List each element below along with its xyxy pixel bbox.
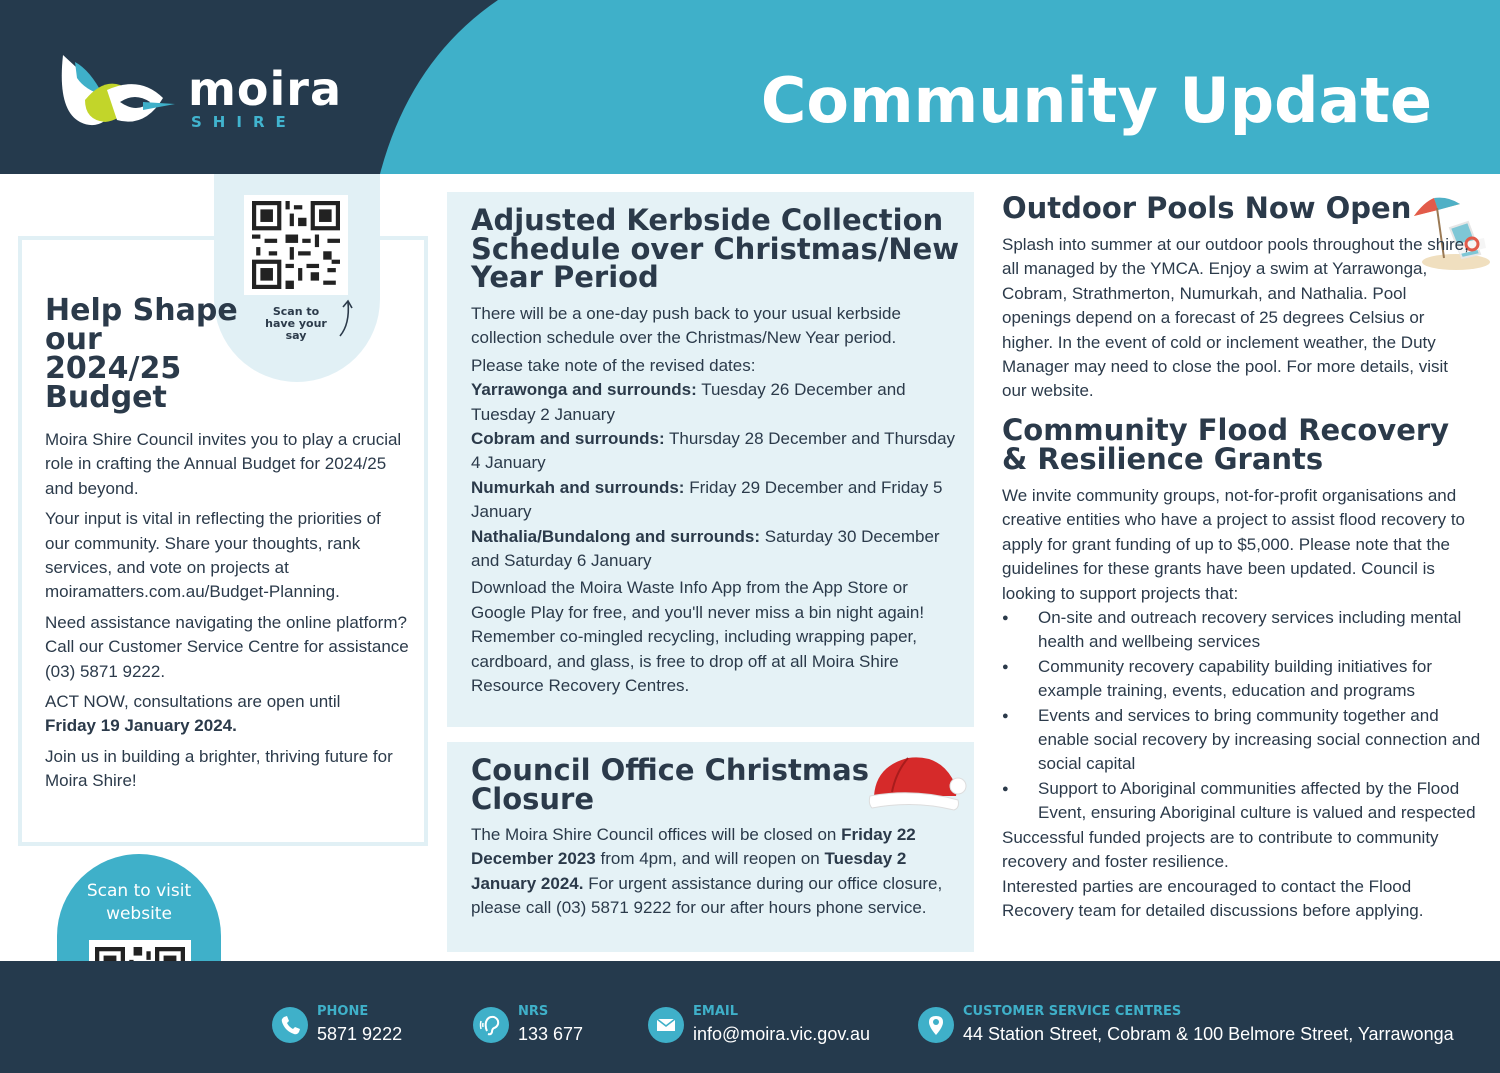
kerbside-intro: There will be a one-day push back to your usual kerbside collection schedule over the Christmas/New Year period. xyxy=(471,304,901,348)
list-item: ● Support to Aboriginal communities affected by the Flood Event, ensuring Aboriginal culture is valued and respected xyxy=(1002,777,1482,826)
closure-text: For urgent assistance during our office closure, please call (03) 5871 9222 for our after hours phone service. xyxy=(471,873,943,918)
closure-body xyxy=(471,823,951,921)
logo-wordmark: moira xyxy=(188,62,343,116)
page-title: Community Update xyxy=(760,64,1432,137)
kerbside-body xyxy=(471,302,961,702)
flood-body xyxy=(1002,484,1482,923)
qr-code-icon xyxy=(250,201,342,289)
email-label: EMAIL xyxy=(693,1004,738,1019)
kerbside-area: Cobram and surrounds: xyxy=(471,429,665,449)
pools-body: Splash into summer at our outdoor pools throughout the shire, all managed by the YMCA. Enjoy a swim at Yarrawonga, Cobram, Strathmerton, Numurkah, and Nathalia. Pool openings depend on a forecast of 25 degrees Celsius or higher. In the event of cold or inclement weather, the Duty Manager may need to close the pool. For more details, visit our website. xyxy=(1002,235,1469,401)
deadline-date: Friday 19 January 2024. xyxy=(45,716,237,736)
location-pin-icon xyxy=(918,1007,954,1043)
list-item: ● Community recovery capability building initiatives for example training, events, education and programs xyxy=(1002,655,1482,704)
nrs-label: NRS xyxy=(518,1004,549,1019)
list-item: ● On-site and outreach recovery services including mental health and wellbeing services xyxy=(1002,606,1482,655)
reopen-date: Tuesday 2 January 2024. xyxy=(471,849,907,893)
kerbside-dates: Tuesday 26 December and Tuesday 2 January xyxy=(471,380,906,424)
centres-value[interactable]: 44 Station Street, Cobram & 100 Belmore Street, Yarrawonga xyxy=(963,1024,1454,1044)
kerbside-dates: Thursday 28 December and Thursday 4 January xyxy=(471,429,956,473)
kerbside-date-row xyxy=(471,476,961,525)
flood-heading: Community Flood Recovery & Resilience Grants xyxy=(1002,413,1450,476)
budget-paragraph: Your input is vital in reflecting the priorities of our community. Share your thoughts, rank services, and vote on projects at moiramatters.com.au/Budget-Planning. xyxy=(45,509,381,602)
centres-label: CUSTOMER SERVICE CENTRES xyxy=(963,1004,1182,1019)
kerbside-date-row xyxy=(471,427,961,476)
flood-intro: We invite community groups, not-for-profit organisations and creative entities who have a project to assist flood recovery to apply for grant funding of up to $5,000. Please note that the guidelines for these grants have been updated. Council is looking to support projects that: xyxy=(1002,486,1466,603)
closure-date: Friday 22 December 2023 xyxy=(471,825,916,869)
scan-to-have-your-say-label: Scan to have your say xyxy=(265,305,327,342)
budget-paragraph: Join us in building a brighter, thriving future for Moira Shire! xyxy=(45,746,393,791)
kerbside-dates: Saturday 30 December and Saturday 6 January xyxy=(471,526,940,571)
flood-outro: Successful funded projects are to contribute to community recovery and foster resilience. xyxy=(1002,827,1439,872)
budget-qr-code[interactable] xyxy=(244,195,348,295)
pools-heading: Outdoor Pools Now Open xyxy=(1002,191,1412,225)
budget-heading: Help Shape our 2024/25 Budget xyxy=(45,293,238,415)
kerbside-heading: Adjusted Kerbside Collection Schedule over Christmas/New Year Period xyxy=(471,203,960,294)
logo-subtitle: SHIRE xyxy=(191,113,297,131)
budget-paragraph: Moira Shire Council invites you to play a crucial role in crafting the Annual Budget for 2024/25 and beyond. xyxy=(45,430,402,498)
phone-icon xyxy=(272,1007,308,1043)
email-value[interactable]: info@moira.vic.gov.au xyxy=(693,1024,871,1044)
closure-heading: Council Office Christmas Closure xyxy=(471,753,869,816)
hearing-icon xyxy=(473,1007,509,1043)
kerbside-app-note: Download the Moira Waste Info App from the App Store or Google Play for free, and you'll never miss a bin night again! xyxy=(471,578,925,622)
kerbside-recycling-note: Remember co-mingled recycling, including wrapping paper, cardboard, and glass, is free to drop off at all Moira Shire Resource Recovery Centres. xyxy=(471,627,918,696)
deadline-lead: ACT NOW, consultations are open until xyxy=(45,692,341,712)
kerbside-date-row xyxy=(471,525,961,574)
budget-paragraph: Need assistance navigating the online platform? Call our Customer Service Centre for assistance (03) 5871 9222. xyxy=(45,612,409,681)
scan-website-label: Scan to visit website xyxy=(86,881,192,924)
email-icon xyxy=(648,1007,684,1043)
kerbside-dates: Friday 29 December and Friday 5 January xyxy=(471,477,943,522)
flood-criteria-list xyxy=(1002,606,1482,826)
flood-outro: Interested parties are encouraged to contact the Flood Recovery team for detailed discussions before applying. xyxy=(1002,876,1424,920)
budget-deadline xyxy=(45,690,410,739)
kerbside-note: Please take note of the revised dates: xyxy=(471,355,756,375)
footer-bar xyxy=(0,961,1500,1073)
budget-body xyxy=(45,428,410,800)
phone-label: PHONE xyxy=(317,1004,369,1019)
closure-text: from 4pm, and will reopen on xyxy=(600,849,820,869)
phone-value[interactable]: 5871 9222 xyxy=(317,1024,403,1044)
kerbside-date-row xyxy=(471,378,961,427)
nrs-value[interactable]: 133 677 xyxy=(518,1024,584,1044)
santa-hat-icon xyxy=(868,752,968,814)
kerbside-area: Yarrawonga and surrounds: xyxy=(471,380,697,400)
closure-text: The Moira Shire Council offices will be closed on xyxy=(471,825,837,844)
kerbside-area: Nathalia/Bundalong and surrounds: xyxy=(471,526,761,546)
list-item: ● Events and services to bring community together and enable social recovery by increasing social connection and social capital xyxy=(1002,704,1482,777)
kerbside-area: Numurkah and surrounds: xyxy=(471,477,685,497)
arrow-up-icon xyxy=(336,298,356,338)
